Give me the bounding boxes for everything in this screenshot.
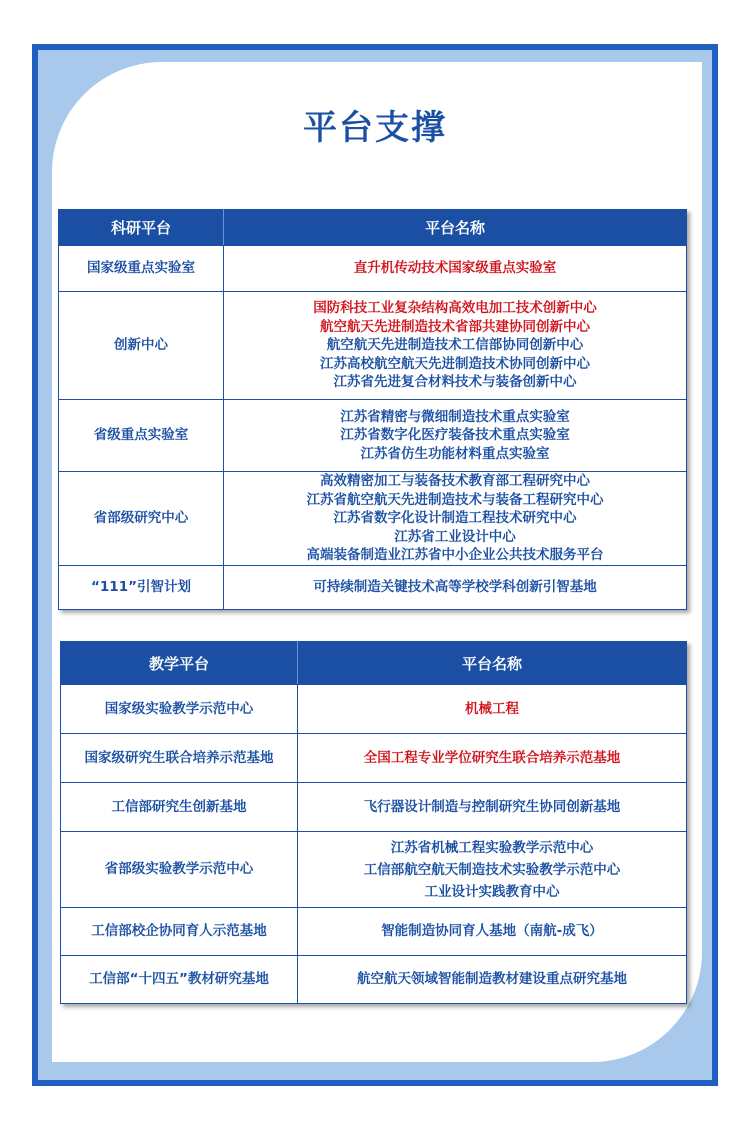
platform-name: 智能制造协同育人基地（南航-成飞） [381,923,603,940]
research-row-names [224,400,687,472]
platform-name: 江苏省先进复合材料技术与装备创新中心 [333,374,577,391]
platform-name: 江苏省航空航天先进制造技术与装备工程研究中心 [306,491,604,508]
platform-name: 机械工程 [465,700,519,717]
teaching-row-category: 省部级实验教学示范中心 [61,832,298,908]
teaching-row-category: 国家级研究生联合培养示范基地 [61,734,298,783]
platform-name: 工信部航空航天制造技术实验教学示范中心 [363,861,621,878]
research-row-category: 创新中心 [59,292,224,400]
platform-name: 工业设计实践教育中心 [424,883,560,900]
teaching-header-name: 平台名称 [298,642,687,685]
page-title: 平台支撑 [303,108,447,148]
teaching-row-category: 国家级实验教学示范中心 [61,685,298,734]
teaching-platform-table [60,641,687,1004]
teaching-row-names [298,832,687,908]
platform-name: 全国工程专业学位研究生联合培养示范基地 [363,749,621,766]
teaching-row-names [298,908,687,956]
platform-name: 高效精密加工与装备技术教育部工程研究中心 [320,473,590,489]
research-row-category: “111”引智计划 [59,565,224,609]
platform-name: 高端装备制造业江苏省中小企业公共技术服务平台 [306,547,604,563]
platform-name: 航空航天领域智能制造教材建设重点研究基地 [357,971,627,988]
teaching-row-category: 工信部校企协同育人示范基地 [61,908,298,956]
research-row-category: 国家级重点实验室 [59,246,224,292]
platform-name: 江苏省数字化医疗装备技术重点实验室 [340,427,570,444]
research-platform-table [58,209,687,610]
platform-name: 航空航天先进制造技术工信部协同创新中心 [326,337,584,354]
platform-name: 江苏高校航空航天先进制造技术协同创新中心 [320,355,590,372]
teaching-row-names [298,734,687,783]
platform-name: 江苏省工业设计中心 [394,528,516,545]
teaching-header-category: 教学平台 [61,642,298,685]
platform-name: 可持续制造关键技术高等学校学科创新引智基地 [313,578,597,595]
platform-name: 飞行器设计制造与控制研究生协同创新基地 [363,798,621,815]
platform-name: 国防科技工业复杂结构高效电加工技术创新中心 [313,300,597,317]
platform-name: 江苏省机械工程实验教学示范中心 [390,839,594,856]
research-row-category: 省部级研究中心 [59,472,224,566]
research-row-names [224,292,687,400]
research-row-category: 省级重点实验室 [59,400,224,472]
research-header-category: 科研平台 [59,210,224,246]
platform-name: 江苏省数字化设计制造工程技术研究中心 [333,510,577,526]
teaching-row-names [298,685,687,734]
teaching-row-category: 工信部“十四五”教材研究基地 [61,956,298,1004]
platform-name: 航空航天先进制造技术省部共建协同创新中心 [320,318,590,335]
platform-name: 直升机传动技术国家级重点实验室 [353,260,557,277]
research-row-names [224,472,687,566]
platform-name: 江苏省仿生功能材料重点实验室 [360,445,550,462]
teaching-row-names [298,956,687,1004]
teaching-row-names [298,783,687,832]
research-header-name: 平台名称 [224,210,687,246]
research-row-names [224,565,687,609]
teaching-row-category: 工信部研究生创新基地 [61,783,298,832]
platform-name: 江苏省精密与微细制造技术重点实验室 [340,408,570,425]
research-row-names [224,246,687,292]
